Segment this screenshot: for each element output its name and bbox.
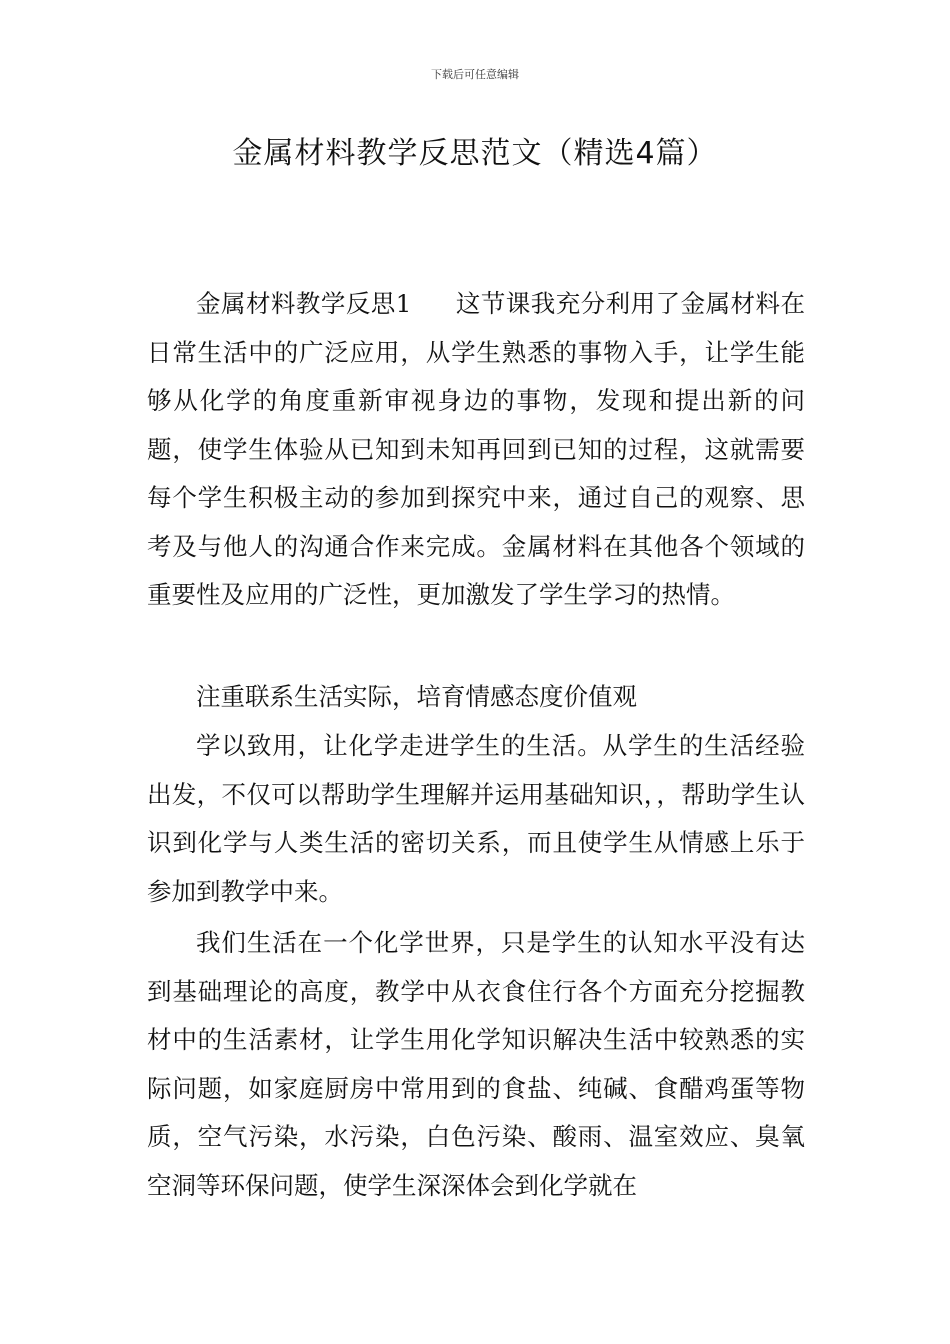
section-1-paragraph [147,280,805,620]
paragraph-3-block [147,919,805,1210]
paragraph-3: 我们生活在一个化学世界，只是学生的认知水平没有达到基础理论的高度，教学中从衣食住行各个方面充分挖掘教材中的生活素材，让学生用化学知识解决生活中较熟悉的实际问题，如家庭厨房中常用到的食盐、纯碱、食醋鸡蛋等物质，空气污染，水污染，白色污染、酸雨、温室效应、臭氧空洞等环保问题，使学生深深体会到化学就在 [147,928,805,1200]
section-1-body [147,280,805,620]
paragraph-2: 学以致用，让化学走进学生的生活。从学生的生活经验出发，不仅可以帮助学生理解并运用基础知识，，帮助学生认识到化学与人类生活的密切关系，而且使学生从情感上乐于参加到教学中来。 [147,731,805,906]
header-note: 下载后可任意编辑 [431,68,519,81]
subheading-block [147,673,805,722]
section-1-heading: 金属材料教学反思1 [196,289,412,318]
document-title: 金属材料教学反思范文（精选4篇） [232,136,718,171]
paragraph-2-block [147,722,805,916]
section-1-intro: 这节课我充分利用了金属材料在日常生活中的广泛应用，从学生熟悉的事物入手，让学生能够从化学的角度重新审视身边的事物，发现和提出新的问题，使学生体验从已知到未知再回到已知的过程，这就需要每个学生积极主动的参加到探究中来，通过自己的观察、思考及与他人的沟通合作来完成。金属材料在其他各个领域的重要性及应用的广泛性，更加激发了学生学习的热情。 [147,289,805,609]
subheading-1: 注重联系生活实际，培育情感态度价值观 [196,682,637,711]
